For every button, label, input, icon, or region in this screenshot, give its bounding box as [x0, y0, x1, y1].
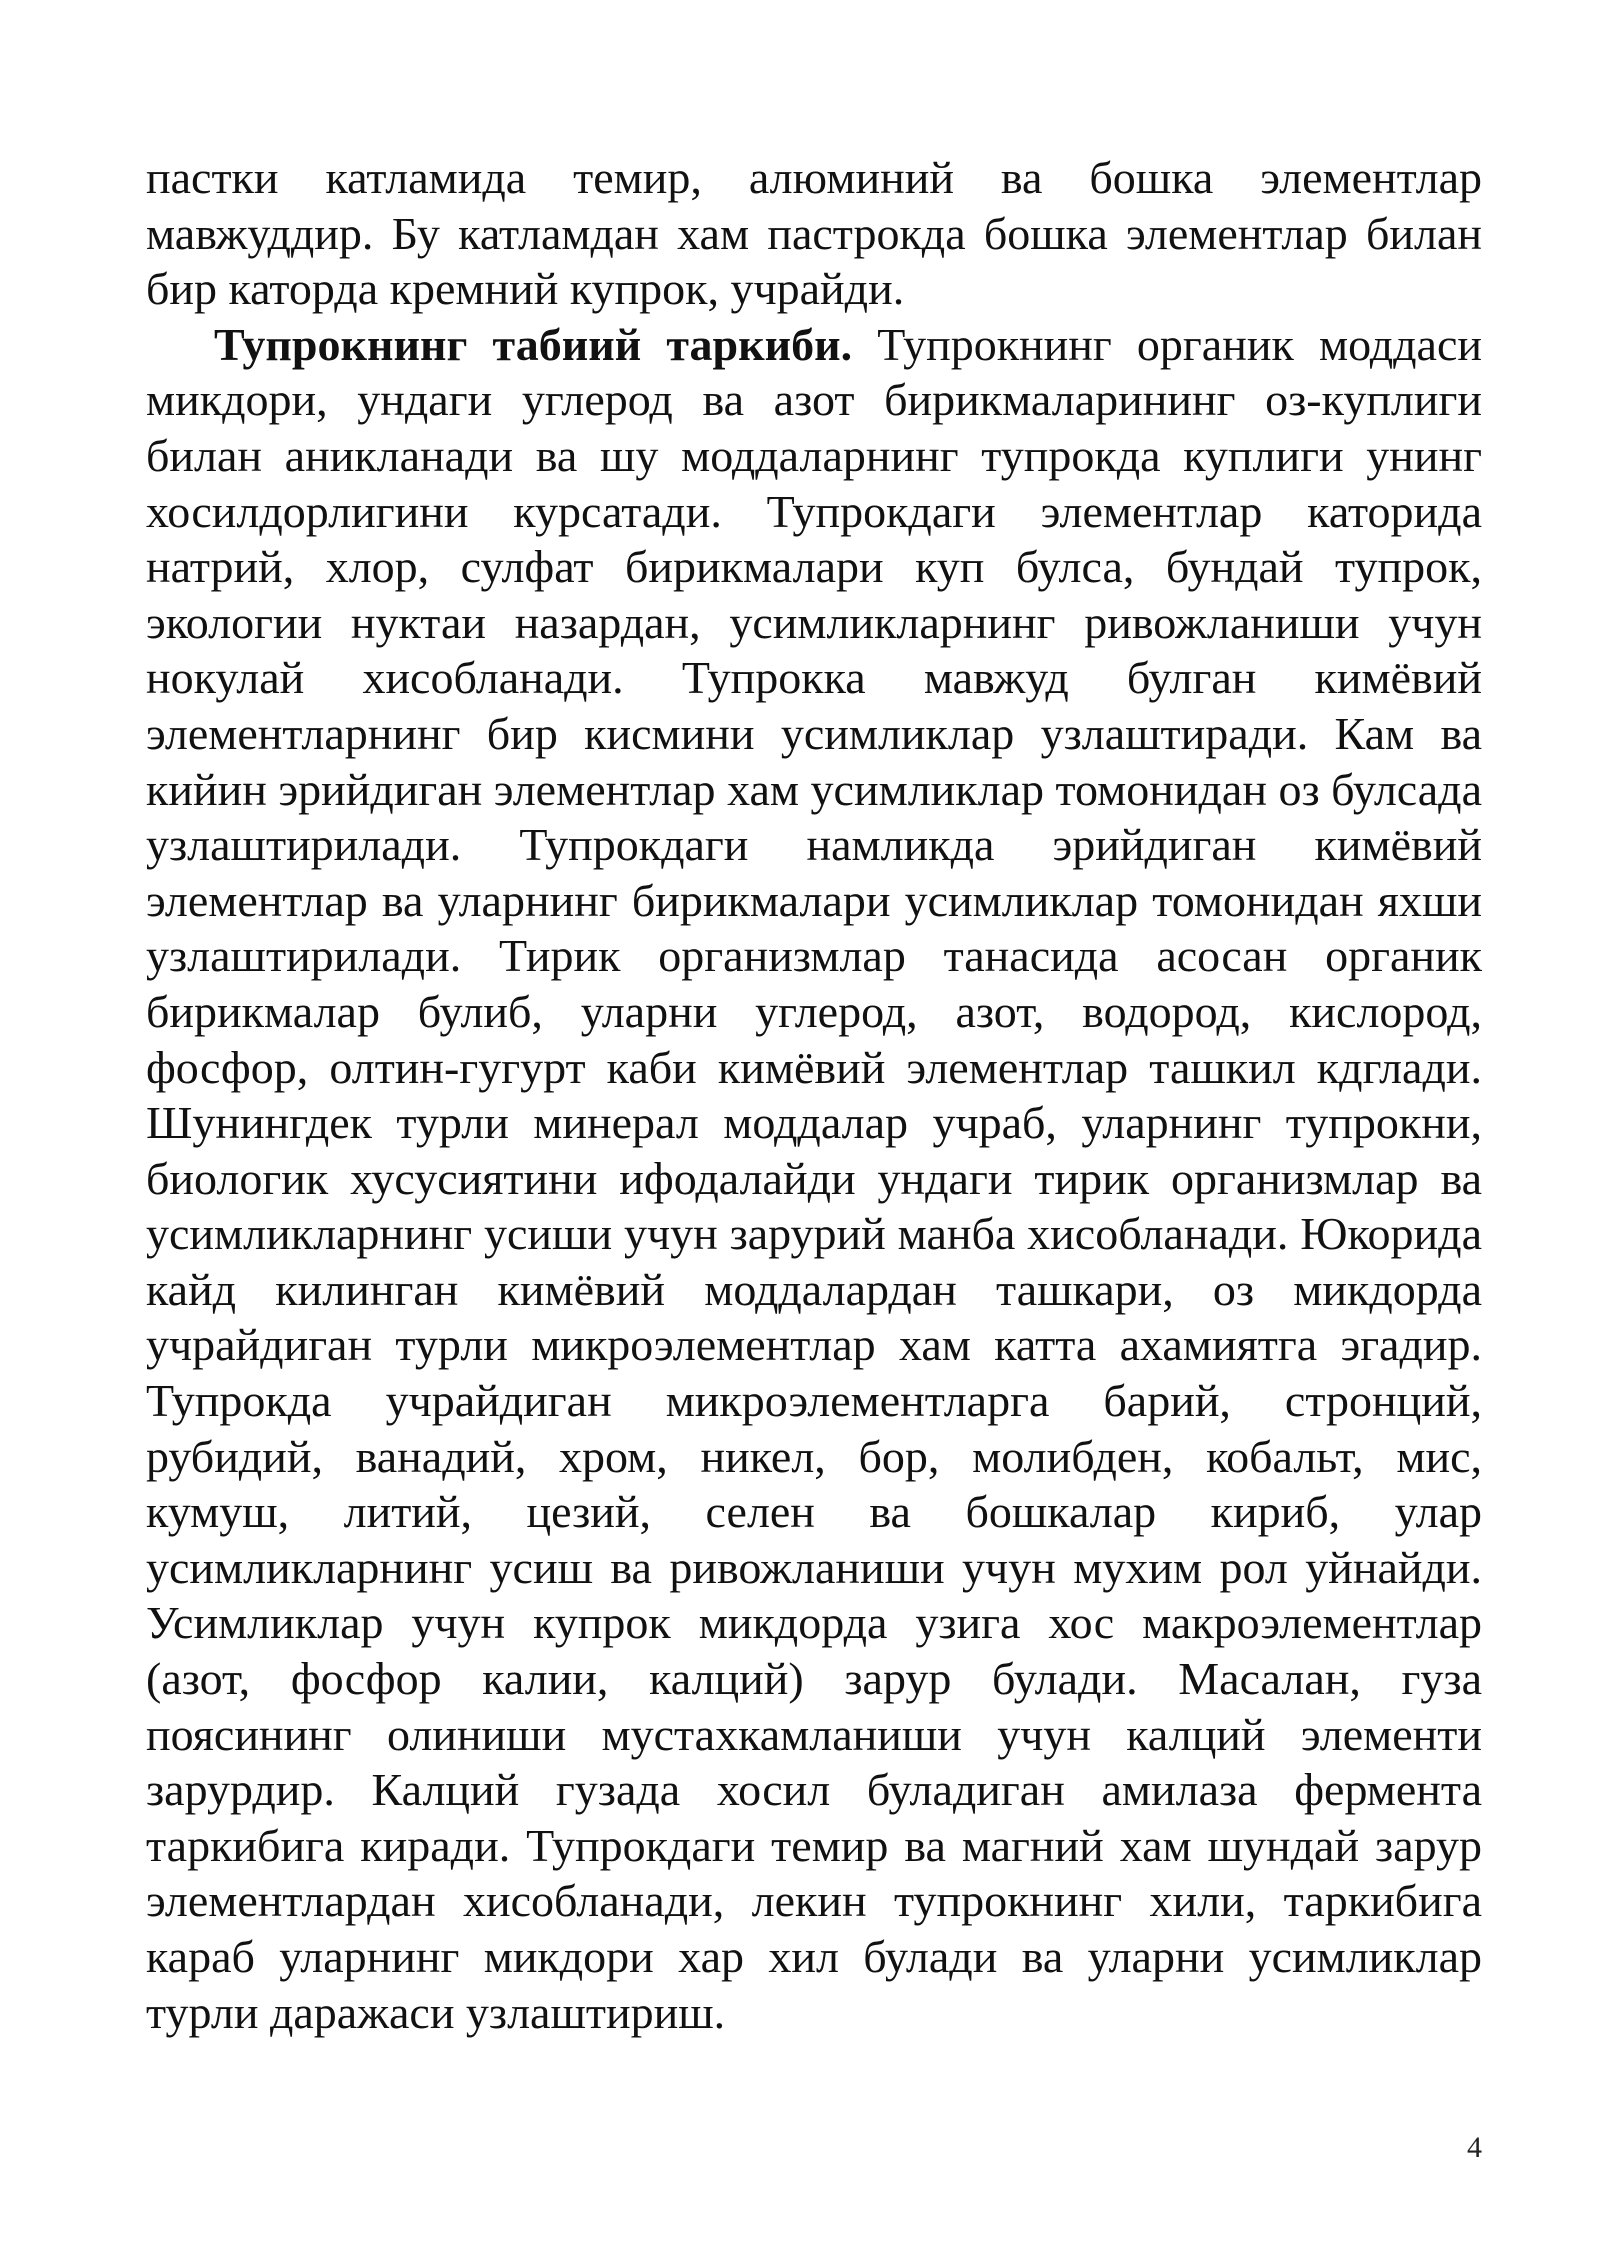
page-number: 4 [1467, 2131, 1482, 2164]
paragraph-1: пастки катламида темир, алюминий ва бошка элементлар мавжуддир. Бу катламдан хам пастрокда бошка элементлар билан бир каторда кремний купрок, учрайди. [146, 152, 1482, 315]
section-heading: Тупрокнинг табиий таркиби. [214, 318, 853, 370]
body-text [146, 150, 1482, 2040]
paragraph-2 [146, 317, 1482, 2040]
paragraph-2-text: Тупрокнинг органик моддаси микдори, ундаги углерод ва азот бирикмаларининг оз-куплиги билан аникланади ва шу моддаларнинг тупрокда куплиги унинг хосилдорлигини курсатади. Тупрокдаги элементлар каторида натрий, хлор, сулфат бирикмалари куп булса, бундай тупрок, экологии нуктаи назардан, усимликларнинг ривожланиши учун нокулай хисобланади. Тупрокка мавжуд булган кимёвий элементларнинг бир кисмини усимликлар узлаштиради. Кам ва кийин эрийдиган элементлар хам усимликлар томонидан оз булсада узлаштирилади. Тупрокдаги намликда эрийдиган кимёвий элементлар ва уларнинг бирикмалари усимликлар томонидан яхши узлаштирилади. Тирик организмлар танасида асосан органик бирикмалар булиб, уларни углерод, азот, водород, кислород, фосфор, олтин-гугурт каби кимёвий элементлар ташкил кдглади. Шунингдек турли минерал моддалар учраб, уларнинг тупрокни, биологик хусусиятини ифодалайди ундаги тирик организмлар ва усимликларнинг усиши учун зарурий манба хисобланади. Юкорида кайд килинган кимёвий моддалардан ташкари, оз микдорда учрайдиган турли микроэлементлар хам катта ахамиятга эгадир. Тупрокда учрайдиган микроэлементларга барий, стронций, рубидий, ванадий, хром, никел, бор, молибден, кобальт, мис, кумуш, литий, цезий, селен ва бошкалар кириб, улар усимликларнинг усиш ва ривожланиши учун мухим рол уйнайди. Усимликлар учун купрок микдорда узига хос макроэлементлар (азот, фосфор калии, калций) зарур булади. Масалан, гуза поясининг олиниши мустахкамланиши учун калций элементи зарурдир. Калций гузада хосил буладиган амилаза фермента таркибига киради. Тупрокдаги темир ва магний хам шундай зарур элементлардан хисобланади, лекин тупрокнинг хили, таркибига караб уларнинг микдори хар хил булади ва уларни усимликлар турли даражаси узлаштириш. [146, 318, 1482, 2038]
